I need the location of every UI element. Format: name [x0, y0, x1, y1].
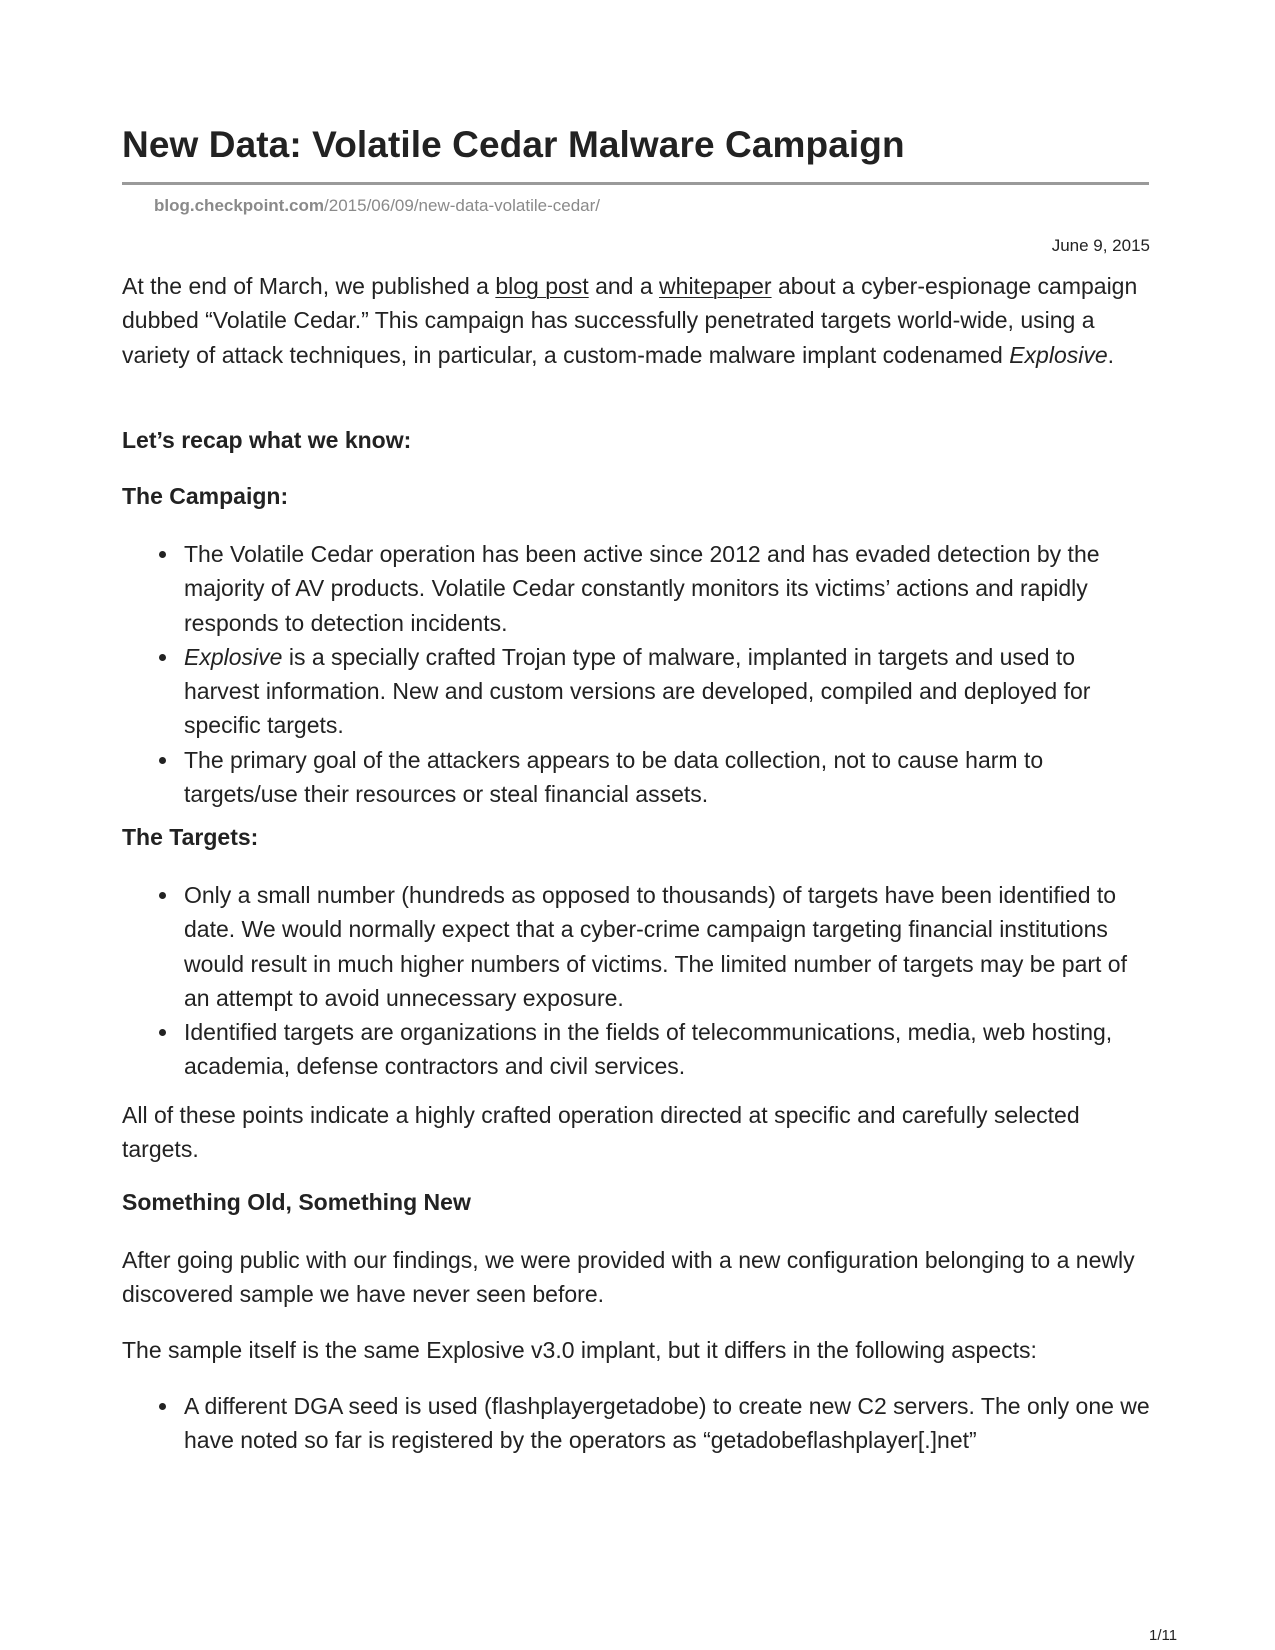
- list-item: [122, 1015, 1150, 1084]
- source-path: /2015/06/09/new-data-volatile-cedar/: [324, 196, 600, 215]
- source-url[interactable]: [154, 196, 600, 216]
- bullet-dot: [159, 654, 166, 661]
- list-item: [122, 537, 1150, 640]
- campaign-heading: The Campaign:: [122, 483, 289, 509]
- list-item: [122, 1389, 1150, 1458]
- old-new-heading: Something Old, Something New: [122, 1189, 471, 1215]
- campaign-list: [122, 537, 1150, 811]
- bullet-dot: [159, 1029, 166, 1036]
- targets-heading: The Targets:: [122, 824, 259, 850]
- campaign-bullet-2-italic: Explosive: [184, 643, 283, 670]
- intro-text-1: At the end of March, we published a: [122, 273, 496, 299]
- blog-post-link[interactable]: blog post: [495, 273, 589, 299]
- list-item: [122, 878, 1150, 1015]
- page-number: 1/11: [1149, 1627, 1178, 1644]
- intro-text-2: and a: [588, 273, 660, 299]
- page-title: New Data: Volatile Cedar Malware Campaign: [122, 124, 905, 165]
- aspects-list: [122, 1389, 1150, 1458]
- intro-paragraph: [122, 269, 1150, 372]
- intro-text-3: about a cyber-espionage campaign dubbed “Volatile Cedar.” This campaign has successfully penetrated targets world-wide, using a variety of attack techniques, in particular, a custom-made malware implant codenamed: [122, 273, 1138, 368]
- targets-list: [122, 878, 1150, 1084]
- intro-explosive-italic: Explosive: [1009, 341, 1108, 368]
- targets-bullet-2-text: Identified targets are organizations in the fields of telecommunications, media, web hosting, academia, defense contractors and civil services.: [184, 1019, 1113, 1080]
- source-domain: blog.checkpoint.com: [154, 196, 325, 215]
- bullet-dot: [159, 757, 166, 764]
- summary-paragraph: All of these points indicate a highly crafted operation directed at specific and carefully selected targets.: [122, 1102, 1080, 1163]
- aspects-bullet-1-text: A different DGA seed is used (flashplayergetadobe) to create new C2 servers. The only one we have noted so far is registered by the operators as “getadobeflashplayer[.]net”: [184, 1393, 1150, 1454]
- title-divider: [122, 182, 1149, 185]
- whitepaper-link[interactable]: whitepaper: [659, 273, 772, 299]
- findings-paragraph: After going public with our findings, we were provided with a new configuration belonging to a newly discovered sample we have never seen before.: [122, 1247, 1135, 1308]
- bullet-dot: [159, 892, 166, 899]
- intro-text-4: .: [1107, 341, 1115, 368]
- campaign-bullet-3-text: The primary goal of the attackers appears to be data collection, not to cause harm to targets/use their resources or steal financial assets.: [184, 746, 1044, 808]
- campaign-bullet-1-text: The Volatile Cedar operation has been active since 2012 and has evaded detection by the majority of AV products. Volatile Cedar constantly monitors its victims’ actions and rapidly responds to detection incidents.: [184, 541, 1100, 636]
- targets-bullet-1-text: Only a small number (hundreds as opposed to thousands) of targets have been identified to date. We would normally expect that a cyber-crime campaign targeting financial institutions would result in much higher numbers of victims. The limited number of targets may be part of an attempt to avoid unnecessary exposure.: [184, 882, 1127, 1011]
- publish-date: June 9, 2015: [1051, 236, 1150, 255]
- bullet-dot: [159, 551, 166, 558]
- bullet-dot: [159, 1403, 166, 1410]
- list-item: [122, 640, 1150, 743]
- recap-heading: Let’s recap what we know:: [122, 427, 412, 453]
- sample-paragraph: The sample itself is the same Explosive v3.0 implant, but it differs in the following aspects:: [122, 1337, 1037, 1363]
- list-item: [122, 743, 1150, 812]
- campaign-bullet-2-text: is a specially crafted Trojan type of malware, implanted in targets and used to harvest information. New and custom versions are developed, compiled and deployed for specific targets.: [184, 643, 1091, 739]
